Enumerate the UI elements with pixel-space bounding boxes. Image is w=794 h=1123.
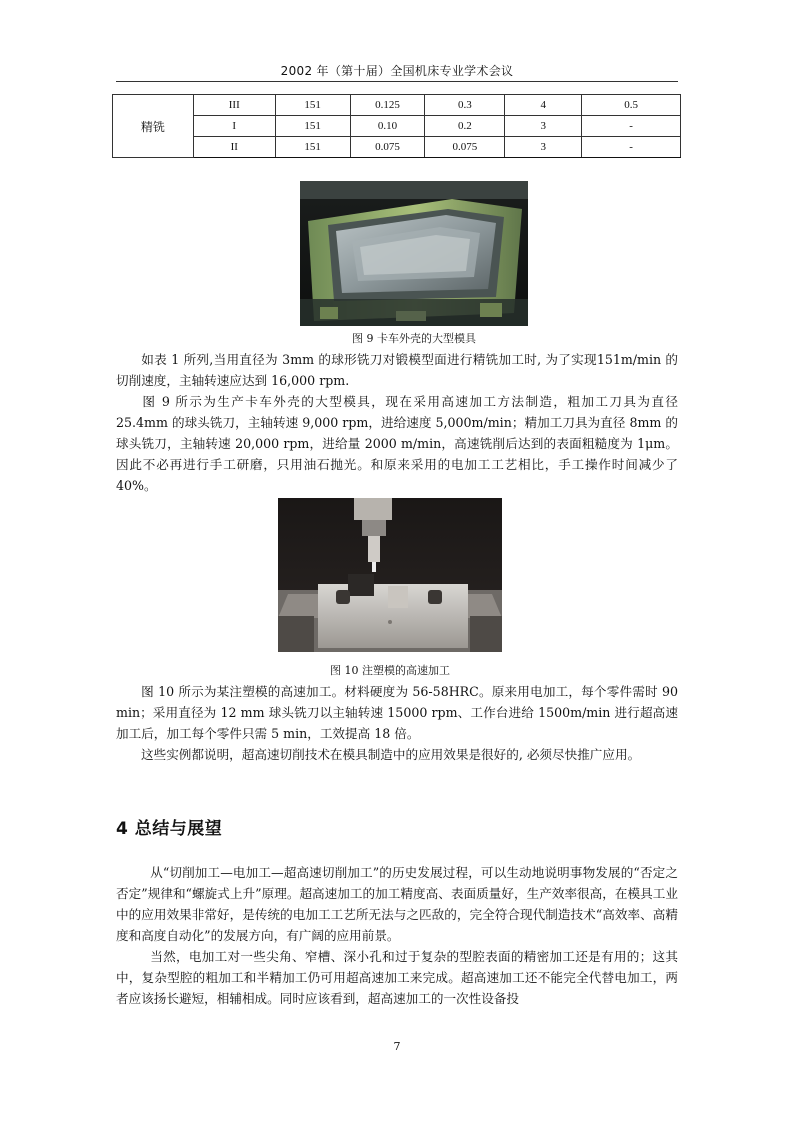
table-row	[113, 95, 681, 116]
header-rule	[116, 81, 678, 82]
table-cell: 0.075	[350, 137, 425, 158]
paragraph-text: 如表 1 所列,当用直径为 3mm 的球形铣刀对锻模型面进行精铣加工时, 为了实现151m/min 的切削速度，主轴转速应达到 16,000 rpm.	[116, 352, 678, 388]
table-cell: 151	[275, 137, 350, 158]
figure-9-caption: 图 9 卡车外壳的大型模具	[352, 332, 476, 345]
table-cell: 0.075	[425, 137, 505, 158]
figure-9-photo	[300, 181, 528, 326]
cutting-parameters-table	[112, 94, 681, 158]
figure-10-caption: 图 10 注塑模的高速加工	[330, 664, 450, 677]
section-heading: 4 总结与展望	[116, 819, 223, 839]
table-group-cell: 精铣	[113, 95, 194, 158]
paragraph-text: 当然，电加工对一些尖角、窄槽、深小孔和过于复杂的型腔表面的精密加工还是有用的；这其中，复杂型腔的粗加工和半精加工仍可用超高速加工来完成。超高速加工还不能完全代替电加工，两者应该扬长避短，相辅相成。同时应该看到，超高速加工的一次性设备投	[116, 949, 678, 1006]
paragraph	[116, 862, 678, 946]
paragraph	[116, 744, 678, 765]
table-cell: 0.3	[425, 95, 505, 116]
paragraph-text: 这些实例都说明，超高速切削技术在模具制造中的应用效果是很好的, 必须尽快推广应用。	[141, 747, 641, 762]
page-number: 7	[393, 1040, 401, 1053]
table-cell: 0.10	[350, 116, 425, 137]
table-cell: 0.125	[350, 95, 425, 116]
table-cell: 3	[505, 116, 582, 137]
paragraph-text: 图 10 所示为某注塑模的高速加工。材料硬度为 56-58HRC。原来用电加工，每个零件需时 90 min；采用直径为 12 mm 球头铣刀以主轴转速 15000 rpm、工作台进给 1500m/min 进行超高速加工后，加工每个零件只需 5 min，工效提高 18 倍。	[116, 684, 678, 741]
figure-10-photo	[278, 498, 502, 652]
table-cell: II	[193, 137, 275, 158]
table-cell: I	[193, 116, 275, 137]
table-cell: III	[193, 95, 275, 116]
table-cell: 4	[505, 95, 582, 116]
table-row	[113, 137, 681, 158]
paragraph	[116, 349, 678, 391]
table-cell: 151	[275, 116, 350, 137]
table-row	[113, 116, 681, 137]
table-cell: 151	[275, 95, 350, 116]
paragraph	[116, 946, 678, 1009]
paragraph	[116, 681, 678, 744]
paragraph-text: 图 9 所示为生产卡车外壳的大型模具，现在采用高速加工方法制造，粗加工刀具为直径 25.4mm 的球头铣刀，主轴转速 9,000 rpm，进给速度 5,000m/min；精加工刀具为直径 8mm 的球头铣刀，主轴转速 20,000 rpm，进给量 2000 m/min，高速铣削后达到的表面粗糙度为 1μm。因此不必再进行手工研磨，只用油石抛光。和原来采用的电加工工艺相比，手工操作时间减少了 40%。	[116, 394, 678, 493]
paragraph-text: 从“切削加工—电加工—超高速切削加工”的历史发展过程，可以生动地说明事物发展的“否定之否定”规律和“螺旋式上升”原理。超高速加工的加工精度高、表面质量好，生产效率很高，在模具工业中的应用效果非常好，是传统的电加工工艺所无法与之匹敌的，完全符合现代制造技术“高效率、高精度和高度自动化”的发展方向，有广阔的应用前景。	[116, 865, 678, 943]
table-cell: -	[582, 137, 681, 158]
table-cell: 3	[505, 137, 582, 158]
table-cell: 0.2	[425, 116, 505, 137]
table-cell: 0.5	[582, 95, 681, 116]
paragraph	[116, 391, 678, 496]
running-header: 2002 年（第十届）全国机床专业学术会议	[280, 64, 514, 78]
table-cell: -	[582, 116, 681, 137]
